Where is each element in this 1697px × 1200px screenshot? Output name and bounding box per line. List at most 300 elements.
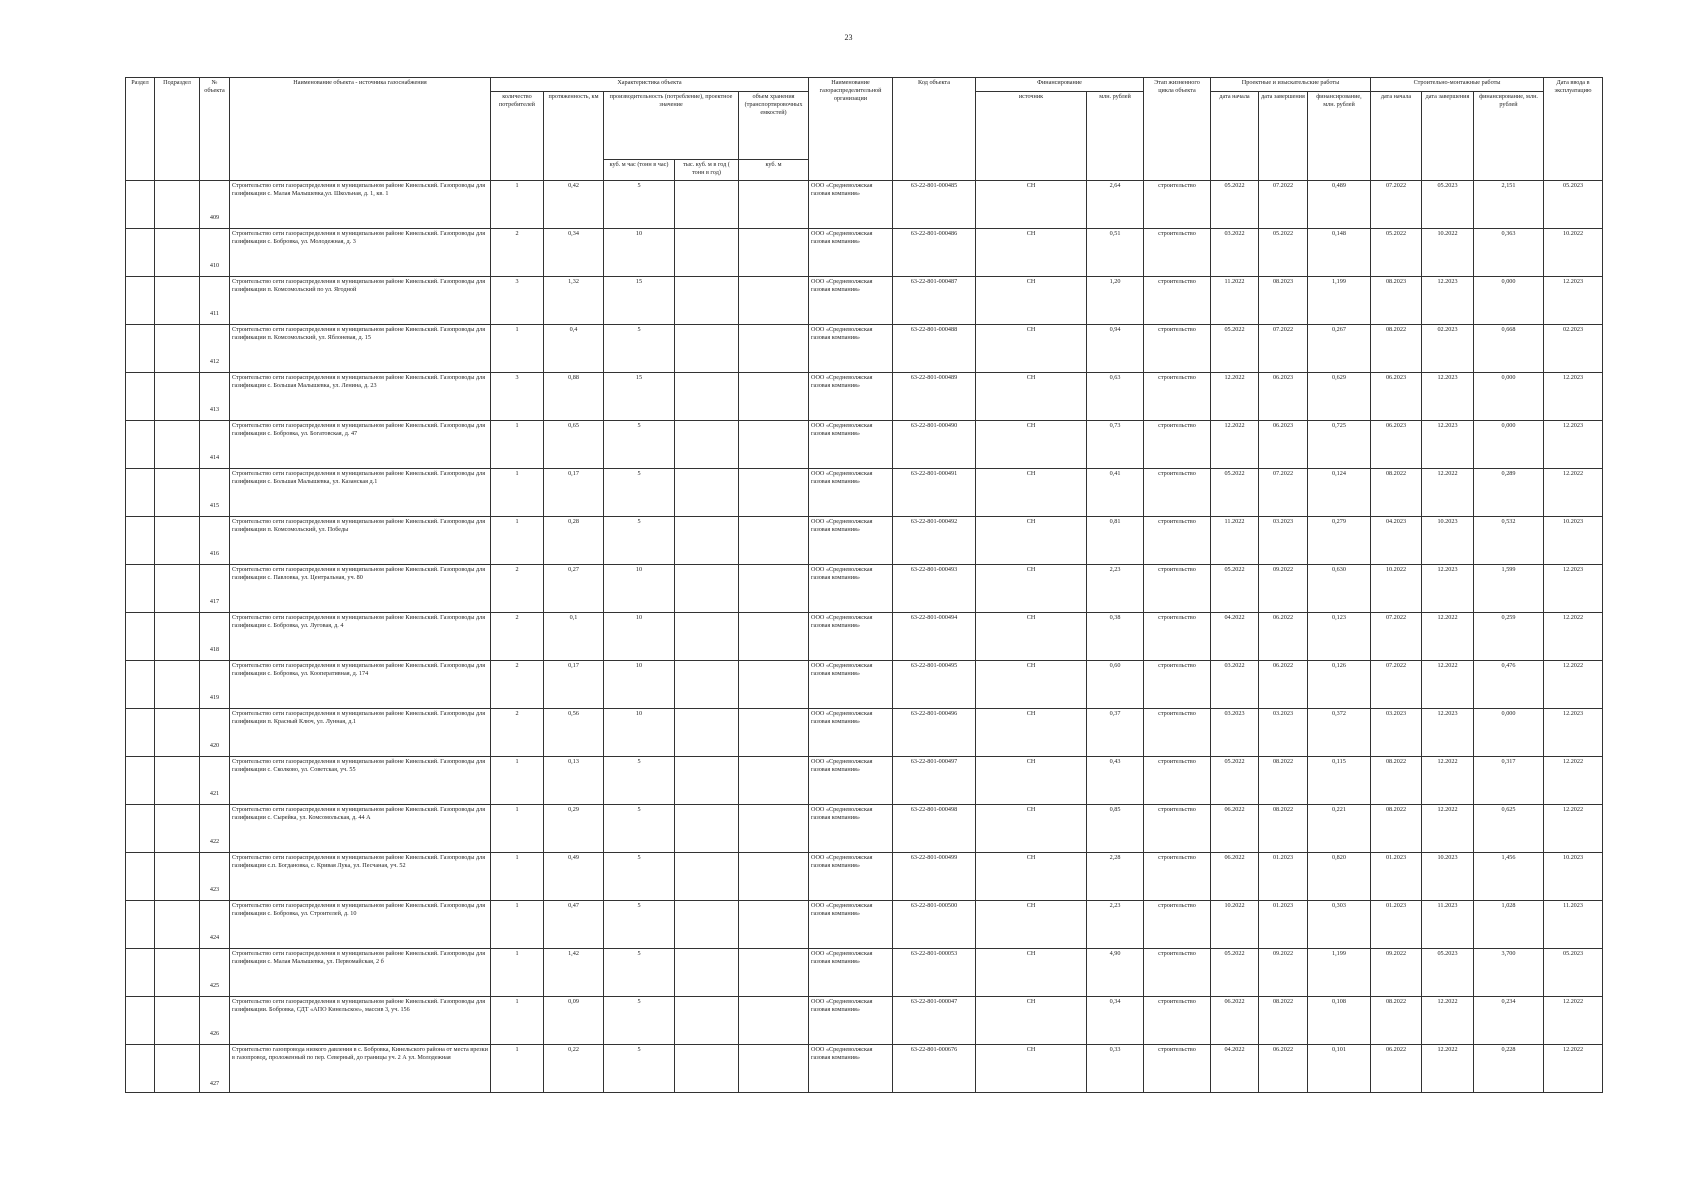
- storage-volume: [739, 853, 809, 901]
- gas-organization: ООО «Средневолжская газовая компания»: [809, 1045, 893, 1093]
- construction-date-end: 12.2022: [1422, 1045, 1474, 1093]
- design-date-end: 05.2022: [1259, 229, 1308, 277]
- length-km: 0,42: [544, 181, 604, 229]
- design-date-start: 03.2023: [1211, 709, 1259, 757]
- object-name: Строительство сети газораспределения в муниципальном районе Кинельский. Газопроводы для газификации п. Красный Ключ, ул. Лунная, д.1: [230, 709, 491, 757]
- financing-source: СН: [976, 565, 1087, 613]
- construction-date-start: 08.2022: [1371, 997, 1422, 1045]
- object-code: 63-22-801-000488: [893, 325, 976, 373]
- gas-organization: ООО «Средневолжская газовая компания»: [809, 373, 893, 421]
- table-row: [126, 709, 1603, 757]
- construction-date-start: 06.2022: [1371, 1045, 1422, 1093]
- financing-source: СН: [976, 421, 1087, 469]
- construction-date-start: 08.2023: [1371, 277, 1422, 325]
- table-row: [126, 901, 1603, 949]
- length-km: 0,29: [544, 805, 604, 853]
- length-km: 0,17: [544, 661, 604, 709]
- lifecycle-stage: строительство: [1144, 997, 1211, 1045]
- object-name: Строительство газопровода низкого давления в с. Бобровка, Кинельского района от места врезки в газопровод, проложенный по пер. Северный, до границы уч. 2 А ул. Молодежная: [230, 1045, 491, 1093]
- header-razdel: Раздел: [126, 78, 155, 181]
- header-unit-m3: куб. м: [739, 160, 809, 181]
- storage-volume: [739, 709, 809, 757]
- design-date-end: 09.2022: [1259, 565, 1308, 613]
- object-code: 63-22-801-000676: [893, 1045, 976, 1093]
- length-km: 0,27: [544, 565, 604, 613]
- object-number: 418: [200, 613, 230, 661]
- storage-volume: [739, 901, 809, 949]
- consumers-count: 1: [491, 469, 544, 517]
- header-construction-date-end: дата завершения: [1422, 92, 1474, 181]
- object-number: 427: [200, 1045, 230, 1093]
- podrazdel-cell: [155, 373, 200, 421]
- table-row: [126, 517, 1603, 565]
- productivity-thousand-m3y: [675, 709, 739, 757]
- table-row: [126, 805, 1603, 853]
- razdel-cell: [126, 853, 155, 901]
- gas-objects-table: [125, 77, 1603, 1093]
- gas-organization: ООО «Средневолжская газовая компания»: [809, 181, 893, 229]
- construction-date-start: 07.2022: [1371, 613, 1422, 661]
- object-code: 63-22-801-000489: [893, 373, 976, 421]
- design-financing: 0,267: [1308, 325, 1371, 373]
- object-code: 63-22-801-000498: [893, 805, 976, 853]
- consumers-count: 3: [491, 277, 544, 325]
- design-financing: 0,629: [1308, 373, 1371, 421]
- construction-date-end: 12.2022: [1422, 469, 1474, 517]
- construction-date-end: 12.2022: [1422, 997, 1474, 1045]
- object-number: 421: [200, 757, 230, 805]
- razdel-cell: [126, 277, 155, 325]
- financing-mln-rub: 2,28: [1087, 853, 1144, 901]
- productivity-thousand-m3y: [675, 181, 739, 229]
- design-financing: 0,372: [1308, 709, 1371, 757]
- consumers-count: 1: [491, 949, 544, 997]
- productivity-thousand-m3y: [675, 565, 739, 613]
- object-name: Строительство сети газораспределения в муниципальном районе Кинельский. Газопроводы для газификации с. Бобровка, ул. Луговая, д. 4: [230, 613, 491, 661]
- design-financing: 0,115: [1308, 757, 1371, 805]
- design-date-start: 10.2022: [1211, 901, 1259, 949]
- construction-financing: 0,476: [1474, 661, 1544, 709]
- header-object-code: Код объекта: [893, 78, 976, 181]
- object-name: Строительство сети газораспределения в муниципальном районе Кинельский. Газопроводы для газификации с. Бобровка, ул. Кооперативная, д. 174: [230, 661, 491, 709]
- commission-date: 12.2023: [1544, 421, 1603, 469]
- design-date-end: 08.2023: [1259, 277, 1308, 325]
- consumers-count: 1: [491, 181, 544, 229]
- object-code: 63-22-801-000495: [893, 661, 976, 709]
- object-name: Строительство сети газораспределения в муниципальном районе Кинельский. Газопроводы для газификации с. Сырейка, ул. Комсомольская, д. 44 А: [230, 805, 491, 853]
- construction-date-end: 10.2023: [1422, 517, 1474, 565]
- podrazdel-cell: [155, 901, 200, 949]
- object-code: 63-22-801-000053: [893, 949, 976, 997]
- lifecycle-stage: строительство: [1144, 229, 1211, 277]
- design-date-start: 03.2022: [1211, 229, 1259, 277]
- financing-source: СН: [976, 373, 1087, 421]
- design-date-start: 11.2022: [1211, 277, 1259, 325]
- object-number: 423: [200, 853, 230, 901]
- productivity-m3h: 10: [604, 709, 675, 757]
- object-name: Строительство сети газораспределения в муниципальном районе Кинельский. Газопроводы для газификации с. Малая Малышевка, ул. Первомайская, 2 б: [230, 949, 491, 997]
- design-date-end: 07.2022: [1259, 469, 1308, 517]
- lifecycle-stage: строительство: [1144, 517, 1211, 565]
- productivity-m3h: 15: [604, 373, 675, 421]
- object-name: Строительство сети газораспределения в муниципальном районе Кинельский. Газопроводы для газификации п. Комсомольский, ул. Яблоневая, д. 15: [230, 325, 491, 373]
- financing-source: СН: [976, 805, 1087, 853]
- design-financing: 0,148: [1308, 229, 1371, 277]
- object-number: 412: [200, 325, 230, 373]
- razdel-cell: [126, 661, 155, 709]
- table-row: [126, 949, 1603, 997]
- productivity-thousand-m3y: [675, 661, 739, 709]
- storage-volume: [739, 1045, 809, 1093]
- gas-organization: ООО «Средневолжская газовая компания»: [809, 901, 893, 949]
- razdel-cell: [126, 997, 155, 1045]
- header-commission-date: Дата ввода в эксплуатацию: [1544, 78, 1603, 181]
- construction-date-end: 12.2023: [1422, 277, 1474, 325]
- razdel-cell: [126, 949, 155, 997]
- financing-source: СН: [976, 1045, 1087, 1093]
- construction-date-start: 10.2022: [1371, 565, 1422, 613]
- razdel-cell: [126, 757, 155, 805]
- construction-date-end: 10.2023: [1422, 853, 1474, 901]
- object-number: 414: [200, 421, 230, 469]
- productivity-thousand-m3y: [675, 1045, 739, 1093]
- podrazdel-cell: [155, 805, 200, 853]
- construction-financing: 0,625: [1474, 805, 1544, 853]
- length-km: 0,49: [544, 853, 604, 901]
- construction-financing: 1,456: [1474, 853, 1544, 901]
- podrazdel-cell: [155, 613, 200, 661]
- podrazdel-cell: [155, 325, 200, 373]
- financing-source: СН: [976, 757, 1087, 805]
- header-productivity: производительность (потребление), проектное значение: [604, 92, 739, 160]
- construction-date-end: 12.2022: [1422, 661, 1474, 709]
- podrazdel-cell: [155, 181, 200, 229]
- productivity-thousand-m3y: [675, 997, 739, 1045]
- productivity-m3h: 10: [604, 229, 675, 277]
- razdel-cell: [126, 709, 155, 757]
- storage-volume: [739, 373, 809, 421]
- design-date-start: 04.2022: [1211, 613, 1259, 661]
- storage-volume: [739, 325, 809, 373]
- construction-date-end: 12.2023: [1422, 421, 1474, 469]
- productivity-thousand-m3y: [675, 421, 739, 469]
- object-code: 63-22-801-000486: [893, 229, 976, 277]
- lifecycle-stage: строительство: [1144, 805, 1211, 853]
- commission-date: 05.2023: [1544, 181, 1603, 229]
- productivity-m3h: 5: [604, 421, 675, 469]
- table-row: [126, 181, 1603, 229]
- object-code: 63-22-801-000492: [893, 517, 976, 565]
- razdel-cell: [126, 181, 155, 229]
- header-characteristics: Характеристика объекта: [491, 78, 809, 92]
- productivity-m3h: 5: [604, 469, 675, 517]
- financing-mln-rub: 0,43: [1087, 757, 1144, 805]
- financing-mln-rub: 0,34: [1087, 997, 1144, 1045]
- object-code: 63-22-801-000491: [893, 469, 976, 517]
- header-construction-financing: финансирование, млн. рублей: [1474, 92, 1544, 181]
- financing-source: СН: [976, 325, 1087, 373]
- construction-date-start: 06.2023: [1371, 421, 1422, 469]
- object-name: Строительство сети газораспределения в муниципальном районе Кинельский. Газопроводы для газификации п. Комсомольский по ул. Ягодной: [230, 277, 491, 325]
- commission-date: 10.2023: [1544, 853, 1603, 901]
- design-date-end: 01.2023: [1259, 853, 1308, 901]
- design-financing: 0,108: [1308, 997, 1371, 1045]
- object-code: 63-22-801-000500: [893, 901, 976, 949]
- financing-source: СН: [976, 709, 1087, 757]
- financing-mln-rub: 0,41: [1087, 469, 1144, 517]
- consumers-count: 2: [491, 565, 544, 613]
- design-date-start: 12.2022: [1211, 421, 1259, 469]
- object-number: 425: [200, 949, 230, 997]
- commission-date: 12.2022: [1544, 469, 1603, 517]
- construction-date-start: 05.2022: [1371, 229, 1422, 277]
- design-financing: 0,101: [1308, 1045, 1371, 1093]
- productivity-m3h: 5: [604, 901, 675, 949]
- productivity-thousand-m3y: [675, 517, 739, 565]
- commission-date: 02.2023: [1544, 325, 1603, 373]
- construction-date-start: 08.2022: [1371, 325, 1422, 373]
- design-date-end: 06.2022: [1259, 1045, 1308, 1093]
- length-km: 0,1: [544, 613, 604, 661]
- construction-financing: 0,000: [1474, 709, 1544, 757]
- construction-financing: 0,000: [1474, 421, 1544, 469]
- commission-date: 10.2023: [1544, 517, 1603, 565]
- design-financing: 0,725: [1308, 421, 1371, 469]
- financing-mln-rub: 0,60: [1087, 661, 1144, 709]
- commission-date: 12.2022: [1544, 1045, 1603, 1093]
- construction-financing: 0,234: [1474, 997, 1544, 1045]
- podrazdel-cell: [155, 421, 200, 469]
- lifecycle-stage: строительство: [1144, 661, 1211, 709]
- construction-date-end: 12.2022: [1422, 805, 1474, 853]
- construction-date-end: 02.2023: [1422, 325, 1474, 373]
- design-financing: 0,221: [1308, 805, 1371, 853]
- commission-date: 12.2023: [1544, 277, 1603, 325]
- commission-date: 12.2022: [1544, 805, 1603, 853]
- consumers-count: 1: [491, 757, 544, 805]
- table-row: [126, 277, 1603, 325]
- razdel-cell: [126, 613, 155, 661]
- construction-date-end: 11.2023: [1422, 901, 1474, 949]
- table-row: [126, 1045, 1603, 1093]
- object-code: 63-22-801-000485: [893, 181, 976, 229]
- podrazdel-cell: [155, 1045, 200, 1093]
- lifecycle-stage: строительство: [1144, 853, 1211, 901]
- podrazdel-cell: [155, 229, 200, 277]
- table-row: [126, 373, 1603, 421]
- design-date-start: 11.2022: [1211, 517, 1259, 565]
- podrazdel-cell: [155, 517, 200, 565]
- design-financing: 1,199: [1308, 949, 1371, 997]
- design-date-end: 03.2023: [1259, 517, 1308, 565]
- header-mln-rub: млн. рублей: [1087, 92, 1144, 181]
- razdel-cell: [126, 421, 155, 469]
- construction-date-start: 08.2022: [1371, 757, 1422, 805]
- object-code: 63-22-801-000497: [893, 757, 976, 805]
- table-row: [126, 661, 1603, 709]
- object-code: 63-22-801-000499: [893, 853, 976, 901]
- header-financing: Финансирование: [976, 78, 1144, 92]
- productivity-thousand-m3y: [675, 229, 739, 277]
- construction-date-start: 03.2023: [1371, 709, 1422, 757]
- object-number: 409: [200, 181, 230, 229]
- construction-date-start: 01.2023: [1371, 853, 1422, 901]
- construction-date-end: 05.2023: [1422, 949, 1474, 997]
- consumers-count: 1: [491, 853, 544, 901]
- gas-organization: ООО «Средневолжская газовая компания»: [809, 469, 893, 517]
- productivity-m3h: 10: [604, 565, 675, 613]
- table-row: [126, 565, 1603, 613]
- object-number: 419: [200, 661, 230, 709]
- podrazdel-cell: [155, 661, 200, 709]
- object-name: Строительство сети газораспределения в муниципальном районе Кинельский. Газопроводы для газификации с. Большая Малышевка, ул. Казанская д.1: [230, 469, 491, 517]
- design-financing: 0,303: [1308, 901, 1371, 949]
- construction-date-start: 08.2022: [1371, 805, 1422, 853]
- header-stage: Этап жизненного цикла объекта: [1144, 78, 1211, 181]
- length-km: 0,22: [544, 1045, 604, 1093]
- design-date-end: 01.2023: [1259, 901, 1308, 949]
- productivity-m3h: 10: [604, 613, 675, 661]
- header-length: протяженность, км: [544, 92, 604, 181]
- productivity-m3h: 5: [604, 853, 675, 901]
- commission-date: 12.2022: [1544, 997, 1603, 1045]
- design-financing: 0,124: [1308, 469, 1371, 517]
- productivity-thousand-m3y: [675, 805, 739, 853]
- storage-volume: [739, 181, 809, 229]
- consumers-count: 2: [491, 229, 544, 277]
- object-number: 420: [200, 709, 230, 757]
- razdel-cell: [126, 325, 155, 373]
- lifecycle-stage: строительство: [1144, 469, 1211, 517]
- financing-mln-rub: 4,90: [1087, 949, 1144, 997]
- podrazdel-cell: [155, 469, 200, 517]
- design-date-start: 06.2022: [1211, 805, 1259, 853]
- header-construction-works: Строительно-монтажные работы: [1371, 78, 1544, 92]
- table-row: [126, 229, 1603, 277]
- length-km: 0,4: [544, 325, 604, 373]
- productivity-thousand-m3y: [675, 853, 739, 901]
- object-number: 410: [200, 229, 230, 277]
- header-object-name: Наименование объекта - источника газоснабжения: [230, 78, 491, 181]
- construction-date-end: 05.2023: [1422, 181, 1474, 229]
- construction-date-end: 12.2022: [1422, 757, 1474, 805]
- object-number: 417: [200, 565, 230, 613]
- productivity-thousand-m3y: [675, 277, 739, 325]
- razdel-cell: [126, 805, 155, 853]
- construction-date-start: 09.2022: [1371, 949, 1422, 997]
- financing-source: СН: [976, 613, 1087, 661]
- storage-volume: [739, 613, 809, 661]
- design-date-start: 04.2022: [1211, 1045, 1259, 1093]
- construction-financing: 0,228: [1474, 1045, 1544, 1093]
- length-km: 0,28: [544, 517, 604, 565]
- design-date-start: 05.2022: [1211, 181, 1259, 229]
- financing-mln-rub: 0,51: [1087, 229, 1144, 277]
- commission-date: 12.2023: [1544, 565, 1603, 613]
- storage-volume: [739, 229, 809, 277]
- design-date-end: 07.2022: [1259, 325, 1308, 373]
- construction-date-start: 08.2022: [1371, 469, 1422, 517]
- object-name: Строительство сети газораспределения в муниципальном районе Кинельский. Газопроводы для газификации с. Большая Малышевка, ул. Ленина, д. 23: [230, 373, 491, 421]
- financing-source: СН: [976, 901, 1087, 949]
- productivity-m3h: 5: [604, 325, 675, 373]
- object-code: 63-22-801-000494: [893, 613, 976, 661]
- financing-source: СН: [976, 853, 1087, 901]
- length-km: 0,65: [544, 421, 604, 469]
- construction-financing: 0,289: [1474, 469, 1544, 517]
- consumers-count: 3: [491, 373, 544, 421]
- lifecycle-stage: строительство: [1144, 1045, 1211, 1093]
- financing-source: СН: [976, 517, 1087, 565]
- header-design-financing: финансирование, млн. рублей: [1308, 92, 1371, 181]
- object-name: Строительство сети газораспределения в муниципальном районе Кинельский. Газопроводы для газификации с.п. Богдановка, с. Кривая Лука, ул. Песчаная, уч. 52: [230, 853, 491, 901]
- object-number: 416: [200, 517, 230, 565]
- razdel-cell: [126, 901, 155, 949]
- storage-volume: [739, 421, 809, 469]
- object-name: Строительство сети газораспределения в муниципальном районе Кинельский. Газопроводы для газификации. Бобровка, СДТ «АПО Кинельское», массив 3, уч. 156: [230, 997, 491, 1045]
- financing-source: СН: [976, 181, 1087, 229]
- razdel-cell: [126, 469, 155, 517]
- consumers-count: 1: [491, 997, 544, 1045]
- productivity-thousand-m3y: [675, 757, 739, 805]
- header-unit-m3h: куб. м час (тонн в час): [604, 160, 675, 181]
- design-date-start: 06.2022: [1211, 997, 1259, 1045]
- lifecycle-stage: строительство: [1144, 325, 1211, 373]
- gas-organization: ООО «Средневолжская газовая компания»: [809, 709, 893, 757]
- design-date-end: 09.2022: [1259, 949, 1308, 997]
- storage-volume: [739, 805, 809, 853]
- razdel-cell: [126, 1045, 155, 1093]
- table-row: [126, 613, 1603, 661]
- object-number: 424: [200, 901, 230, 949]
- financing-source: СН: [976, 661, 1087, 709]
- storage-volume: [739, 949, 809, 997]
- consumers-count: 1: [491, 325, 544, 373]
- consumers-count: 2: [491, 613, 544, 661]
- financing-mln-rub: 0,63: [1087, 373, 1144, 421]
- gas-organization: ООО «Средневолжская газовая компания»: [809, 757, 893, 805]
- gas-organization: ООО «Средневолжская газовая компания»: [809, 949, 893, 997]
- commission-date: 12.2022: [1544, 661, 1603, 709]
- commission-date: 12.2022: [1544, 613, 1603, 661]
- header-podrazdel: Подраздел: [155, 78, 200, 181]
- construction-financing: 0,000: [1474, 373, 1544, 421]
- commission-date: 11.2023: [1544, 901, 1603, 949]
- consumers-count: 1: [491, 901, 544, 949]
- object-name: Строительство сети газораспределения в муниципальном районе Кинельский. Газопроводы для газификации с. Бобровка, ул. Молодежная, д. 3: [230, 229, 491, 277]
- construction-financing: 1,599: [1474, 565, 1544, 613]
- financing-mln-rub: 1,20: [1087, 277, 1144, 325]
- financing-source: СН: [976, 469, 1087, 517]
- object-code: 63-22-801-000490: [893, 421, 976, 469]
- header-unit-thousand-m3y: тыс. куб. м в год ( тонн в год): [675, 160, 739, 181]
- design-date-start: 05.2022: [1211, 469, 1259, 517]
- lifecycle-stage: строительство: [1144, 421, 1211, 469]
- header-storage: объем хранения (транспортировочных емкостей): [739, 92, 809, 160]
- lifecycle-stage: строительство: [1144, 565, 1211, 613]
- gas-organization: ООО «Средневолжская газовая компания»: [809, 325, 893, 373]
- consumers-count: 2: [491, 709, 544, 757]
- podrazdel-cell: [155, 757, 200, 805]
- lifecycle-stage: строительство: [1144, 949, 1211, 997]
- header-consumers: количество потребителей: [491, 92, 544, 181]
- lifecycle-stage: строительство: [1144, 373, 1211, 421]
- object-name: Строительство сети газораспределения в муниципальном районе Кинельский. Газопроводы для газификации с. Бобровка, ул. Богатовская, д. 47: [230, 421, 491, 469]
- construction-date-end: 12.2023: [1422, 565, 1474, 613]
- object-name: Строительство сети газораспределения в муниципальном районе Кинельский. Газопроводы для газификации с. Сколково, ул. Советская, уч. 55: [230, 757, 491, 805]
- object-code: 63-22-801-000496: [893, 709, 976, 757]
- financing-mln-rub: 0,33: [1087, 1045, 1144, 1093]
